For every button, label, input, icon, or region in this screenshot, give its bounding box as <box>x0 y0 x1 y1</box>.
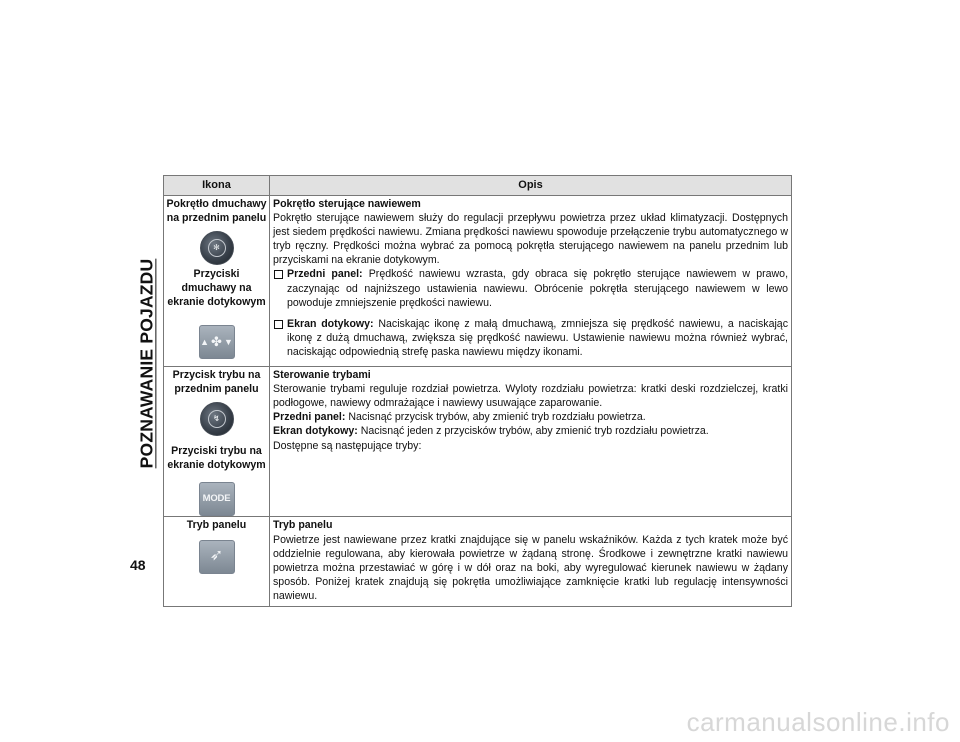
fan-touch-icon: ▲ ✤ ▼ <box>199 325 235 359</box>
bullet-label: Ekran dotykowy: <box>287 317 374 330</box>
icon-cell <box>164 367 270 517</box>
section-title-text: POZNAWANIE POJAZDU <box>136 258 157 468</box>
description-cell <box>270 196 792 367</box>
fan-knob-icon: ✻ <box>200 231 234 265</box>
row-text: Pokrętło sterujące nawiewem służy do regulacji przepływu powietrza przez układ klimatyzacji. Dostępnych jest siedem prędkości nawiewu. Zmiana prędkości nawiewu spowoduje przełączenie trybu automatycznego w tryb ręczny. Prędkości można wybrać za pomocą pokrętła sterującego nawiewem na panelu przednim lub przyciskami na ekranie dotykowym. <box>273 212 788 267</box>
page-number: 48 <box>130 557 146 573</box>
line-text: Nacisnąć przycisk trybów, aby zmienić tryb rozdziału powietrza. <box>348 411 646 424</box>
description-cell <box>270 367 792 517</box>
icon-label: Pokrętło dmuchawy na przednim panelu <box>166 198 267 225</box>
line-front-panel <box>273 410 788 424</box>
mode-touch-icon-label: MODE <box>202 493 231 505</box>
line-label: Ekran dotykowy: <box>273 425 358 438</box>
icon-cell <box>164 517 270 607</box>
controls-table <box>163 175 792 607</box>
row-title: Pokrętło sterujące nawiewem <box>273 198 421 210</box>
row-text: Powietrze jest nawiewane przez kratki znajdujące się w panelu wskaźników. Każda z tych kratek może być oddzielnie regulowana, aby kierowała powietrze w żądaną stronę. Środkowe i zewnętrzne kratki nawiewu powietrza można przestawiać w górę i w dół oraz na boki, aby wyregulować kierunek nawiewu w żądany sposób. Poniżej kratek znajdują się pokrętła umożliwiające zamknięcie kratki lub regulację intensywności nawiewu. <box>273 533 788 602</box>
mode-touch-icon <box>199 482 235 516</box>
icon-label: Przyciski trybu na ekranie dotykowym <box>167 445 266 472</box>
list-item <box>273 317 788 366</box>
table-row <box>164 196 792 367</box>
icon-label: Tryb panelu <box>186 519 247 532</box>
panel-mode-icon: ➶ <box>199 540 235 574</box>
line-label: Przedni panel: <box>273 411 346 424</box>
bullet-label: Przedni panel: <box>287 268 363 281</box>
table-row <box>164 517 792 607</box>
line-touchscreen <box>273 424 788 438</box>
checkbox-bullet-icon <box>274 320 283 329</box>
row-text: Sterowanie trybami reguluje rozdział powietrza. Wyloty rozdziału powietrza: kratki deski rozdzielczej, kratki podłogowe, nawiewy odmrażające i nawiewy usuwające zaparowanie. <box>273 383 788 410</box>
bullet-list <box>273 267 788 366</box>
table-row <box>164 367 792 517</box>
row-title: Tryb panelu <box>273 519 333 532</box>
mode-knob-icon: ↯ <box>200 402 234 436</box>
description-cell <box>270 517 792 607</box>
line-text: Nacisnąć jeden z przycisków trybów, aby zmienić tryb rozdziału powietrza. <box>360 425 709 438</box>
bullet-text: Prędkość nawiewu wzrasta, gdy obraca się pokrętło sterujące nawiewem w prawo, zaczynając od najniższego ustawienia nawiewu. Obrócenie pokrętła sterującego nawiewem w lewo powoduje zmniejszenie prędkości nawiewu. <box>287 268 789 309</box>
icon-label: Przycisk trybu na przednim panelu <box>172 369 261 396</box>
column-header-description: Opis <box>270 176 792 196</box>
list-item <box>273 267 788 309</box>
checkbox-bullet-icon <box>274 270 283 279</box>
icon-label: Przyciski dmuchawy na ekranie dotykowym <box>167 268 266 309</box>
watermark: carmanualsonline.info <box>686 707 950 737</box>
row-title: Sterowanie trybami <box>273 369 371 382</box>
row-closing: Dostępne są następujące tryby: <box>273 439 422 452</box>
table-header-row <box>164 176 792 196</box>
icon-cell <box>164 196 270 367</box>
section-title-vertical <box>128 174 166 552</box>
column-header-icon: Ikona <box>164 176 270 196</box>
bullet-text: Naciskając ikonę z małą dmuchawą, zmniejsza się prędkość nawiewu, a naciskając ikonę z dużą dmuchawą, zwiększa się prędkość nawiewu. Ustawienie nawiewu można również wybrać, naciskając odpowiednią strefę paska nawiewu między ikonami. <box>287 317 789 358</box>
